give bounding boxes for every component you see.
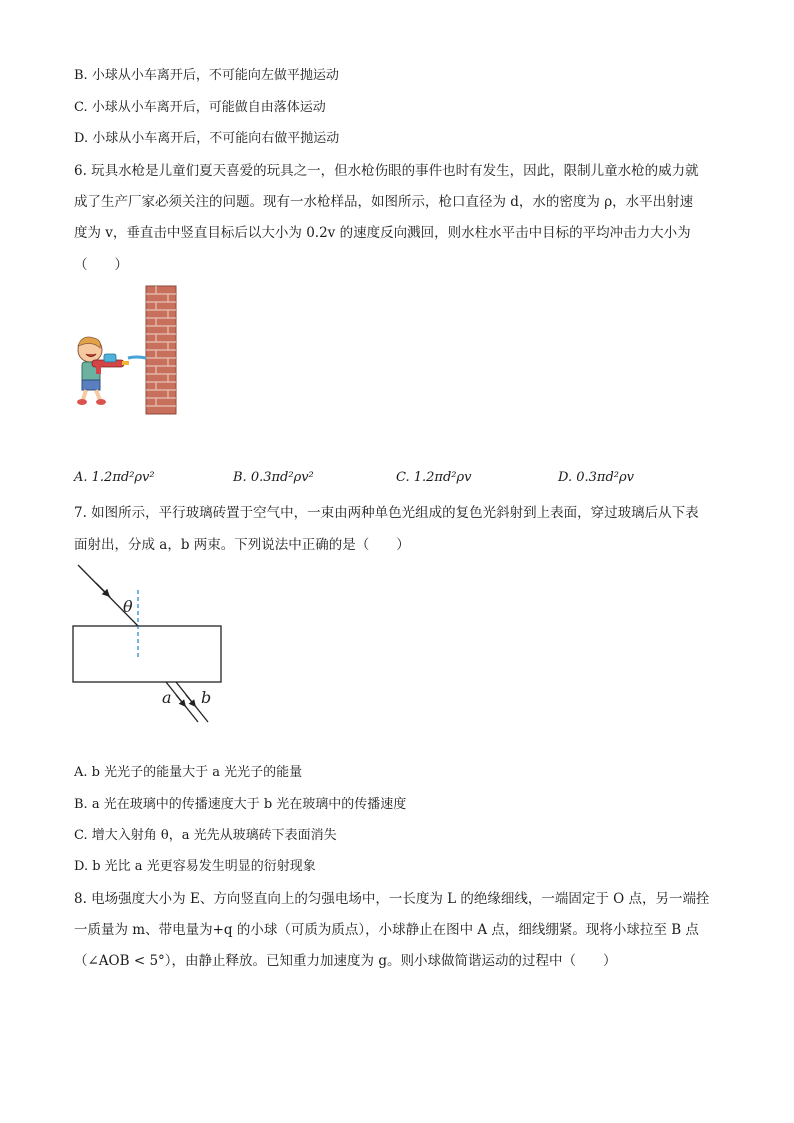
q6-stem-line-2: 成了生产厂家必须关注的问题。现有一水枪样品，如图所示，枪口直径为 d，水的密度为 ρ，水平出射速 bbox=[74, 194, 694, 210]
q6-stem-line-1: 6. 玩具水枪是儿童们夏天喜爱的玩具之一，但水枪伤眼的事件也时有发生，因此，限制儿童水枪的威力就 bbox=[74, 163, 699, 179]
q6-stem-line-3: 度为 v，垂直击中竖直目标后以大小为 0.2v 的速度反向溅回，则水柱水平击中目标的平均冲击力大小为 bbox=[74, 225, 691, 241]
q7-glass-slab-figure bbox=[66, 560, 236, 730]
q7-stem-line-1: 7. 如图所示，平行玻璃砖置于空气中，一束由两种单色光组成的复色光斜射到上表面，穿过玻璃后从下表 bbox=[74, 505, 699, 521]
theta-label: θ bbox=[123, 597, 133, 616]
q7-option-c: C. 增大入射角 θ，a 光先从玻璃砖下表面消失 bbox=[74, 828, 337, 843]
brick-wall-icon bbox=[146, 286, 176, 414]
q7-option-d: D. b 光比 a 光更容易发生明显的衍射现象 bbox=[74, 859, 316, 874]
child-icon bbox=[77, 337, 106, 405]
q6-water-gun-figure bbox=[70, 284, 182, 416]
q8-stem-line-1: 8. 电场强度大小为 E、方向竖直向上的匀强电场中，一长度为 L 的绝缘细线，一端固定于 O 点，另一端拴 bbox=[74, 891, 710, 907]
q7-option-b: B. a 光在玻璃中的传播速度大于 b 光在玻璃中的传播速度 bbox=[74, 797, 407, 812]
q6-option-d: D. 0.3πd²ρv bbox=[558, 470, 634, 485]
q6-option-b: B. 0.3πd²ρv² bbox=[233, 470, 314, 485]
q7-stem-line-2: 面射出，分成 a，b 两束。下列说法中正确的是（ ） bbox=[74, 537, 410, 553]
q5-option-c: C. 小球从小车离开后，可能做自由落体运动 bbox=[74, 100, 326, 115]
q8-stem-line-3: （∠AOB < 5°），由静止释放。已知重力加速度为 g。则小球做简谐运动的过程中（ ） bbox=[74, 953, 617, 969]
q6-option-a: A. 1.2πd²ρv² bbox=[74, 470, 155, 485]
glass-slab bbox=[73, 626, 221, 682]
water-stream-icon bbox=[128, 357, 146, 358]
ray-a-label: a bbox=[162, 688, 172, 707]
q8-stem-line-2: 一质量为 m、带电量为+q 的小球（可质为质点），小球静止在图中 A 点，细线绷紧。现将小球拉至 B 点 bbox=[74, 922, 699, 938]
q6-stem-line-4: （ ） bbox=[74, 257, 128, 273]
q5-option-d: D. 小球从小车离开后，不可能向右做平抛运动 bbox=[74, 131, 340, 146]
q5-option-b: B. 小球从小车离开后，不可能向左做平抛运动 bbox=[74, 68, 339, 83]
ray-b-label: b bbox=[201, 688, 212, 707]
q7-option-a: A. b 光光子的能量大于 a 光光子的能量 bbox=[74, 765, 303, 780]
q6-option-c: C. 1.2πd²ρv bbox=[396, 470, 472, 485]
